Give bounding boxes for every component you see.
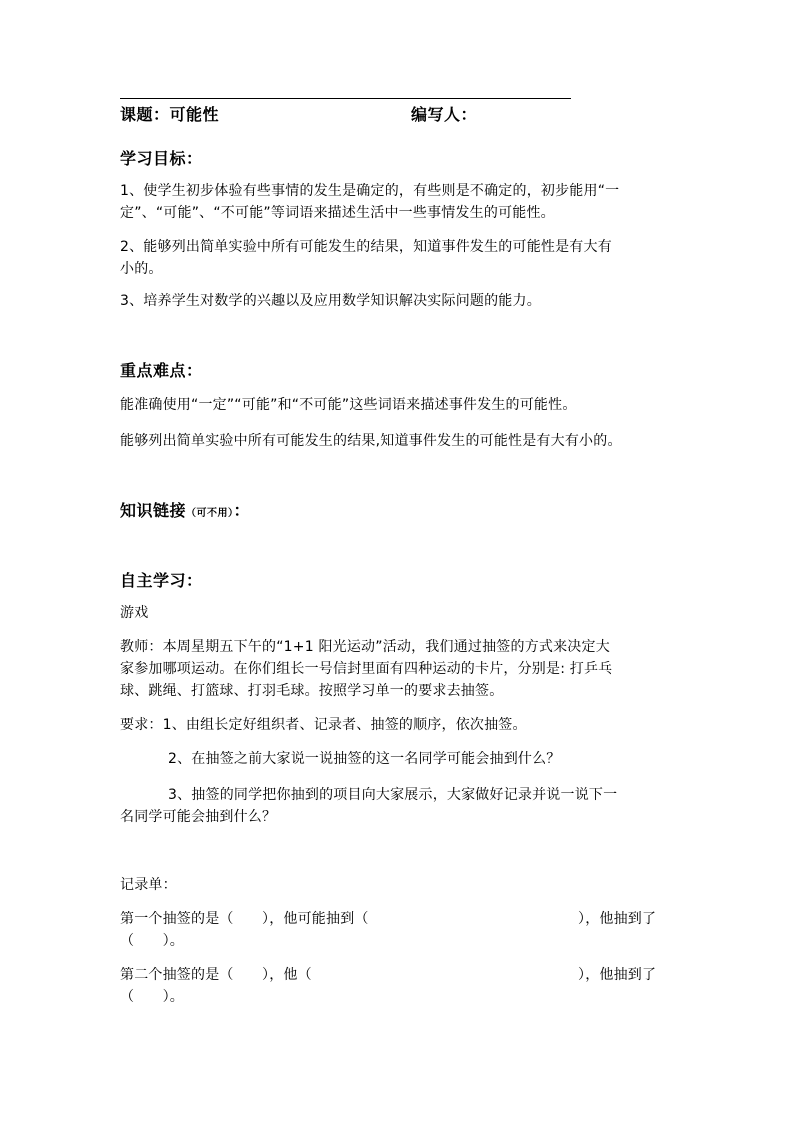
game-label: 游戏 bbox=[120, 605, 149, 621]
teacher-line: 教师：本周星期五下午的“1+1 阳光运动”活动，我们通过抽签的方式来决定大 bbox=[120, 639, 610, 655]
requirement-line: 要求：1、由组长定好组织者、记录者、抽签的顺序，依次抽签。 bbox=[120, 717, 527, 733]
key-point-line: 能够列出简单实验中所有可能发生的结果,知道事件发生的可能性是有大有小的。 bbox=[120, 433, 622, 449]
header-rule bbox=[120, 98, 571, 99]
record-row-1-end: ），他抽到了 bbox=[578, 911, 657, 927]
knowledge-link-colon: ： bbox=[233, 501, 251, 520]
objective-line: 定”、“可能”、“不可能”等词语来描述生活中一些事情发生的可能性。 bbox=[120, 205, 555, 221]
record-row-1-start: 第一个抽签的是（ ），他可能抽到（ bbox=[120, 911, 369, 927]
record-row-2-end: ），他抽到了 bbox=[578, 967, 657, 983]
record-row-2-start: 第二个抽签的是（ ），他（ bbox=[120, 967, 312, 983]
objectives-heading: 学习目标： bbox=[120, 149, 203, 168]
objective-line: 1、使学生初步体验有些事情的发生是确定的，有些则是不确定的，初步能用“一 bbox=[120, 183, 620, 199]
objective-line: 小的。 bbox=[120, 261, 163, 277]
self-study-heading: 自主学习： bbox=[120, 571, 203, 590]
objective-line: 3、培养学生对数学的兴趣以及应用数学知识解决实际问题的能力。 bbox=[120, 293, 541, 309]
key-point-line: 能准确使用“一定”“可能”和“不可能”这些词语来描述事件发生的可能性。 bbox=[120, 397, 577, 413]
knowledge-link-heading bbox=[120, 498, 250, 521]
knowledge-link-title: 知识链接 bbox=[120, 501, 187, 520]
teacher-line: 家参加哪项运动。在你们组长一号信封里面有四种运动的卡片，分别是: 打乒乓 bbox=[120, 661, 613, 677]
key-points-heading: 重点难点： bbox=[120, 361, 203, 380]
topic-label: 课题：可能性 bbox=[120, 105, 220, 124]
record-row-2-result: （ ）。 bbox=[120, 989, 184, 1005]
author-label: 编写人： bbox=[411, 105, 478, 124]
objective-line: 2、能够列出简单实验中所有可能发生的结果，知道事件发生的可能性是有大有 bbox=[120, 239, 612, 255]
teacher-line: 球、跳绳、打篮球、打羽毛球。按照学习单一的要求去抽签。 bbox=[120, 683, 504, 699]
requirement-line: 3、抽签的同学把你抽到的项目向大家展示，大家做好记录并说一说下一 bbox=[168, 787, 618, 803]
record-label: 记录单： bbox=[120, 877, 177, 893]
knowledge-link-note: （可不用） bbox=[186, 508, 234, 519]
requirement-line: 名同学可能会抽到什么？ bbox=[120, 809, 277, 825]
record-row-1-result: （ ）。 bbox=[120, 933, 184, 949]
requirement-line: 2、在抽签之前大家说一说抽签的这一名同学可能会抽到什么？ bbox=[168, 751, 561, 767]
